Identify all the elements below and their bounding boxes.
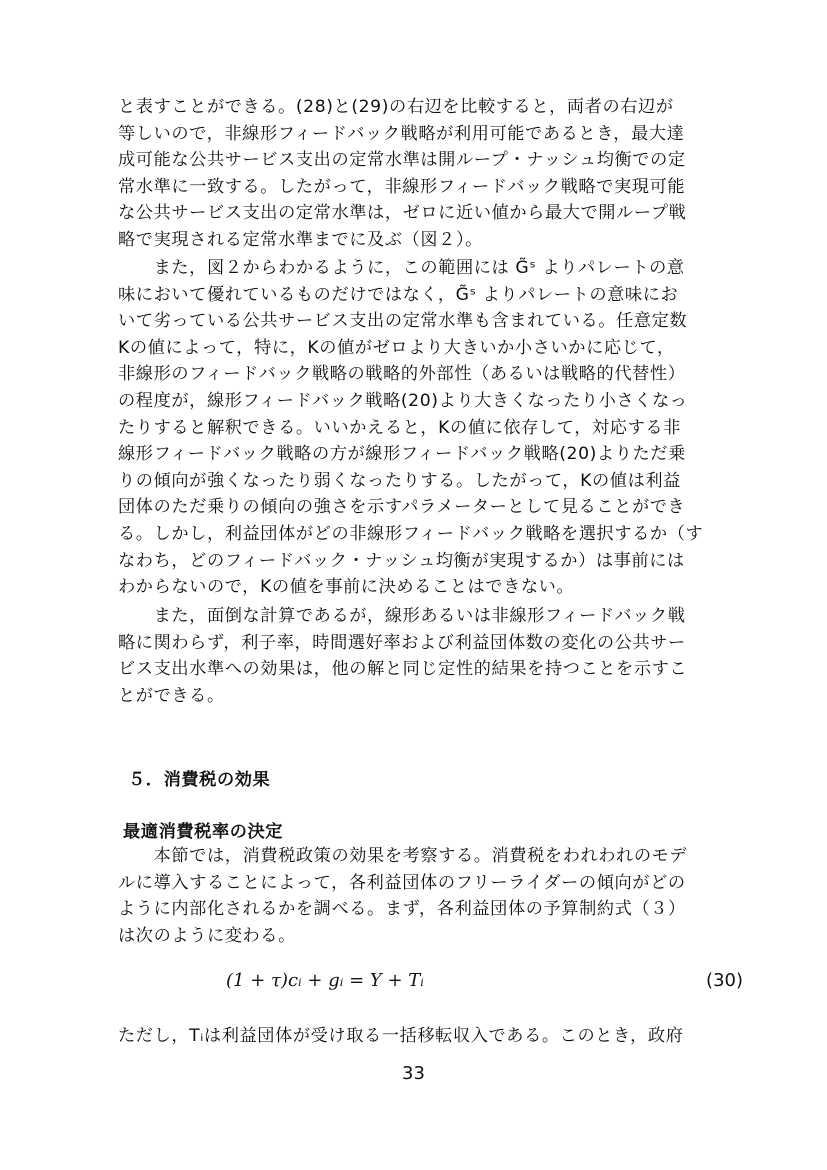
text-line: また，面倒な計算であるが，線形あるいは非線形フィードバック戦 xyxy=(118,606,686,626)
text-line: ルに導入することによって，各利益団体のフリーライダーの傾向がどの xyxy=(118,872,686,893)
text-line: 団体のただ乗りの傾向の強さを示すパラメーターとして見ることができ xyxy=(118,497,686,518)
text-line: わからないので，Kの値を事前に決めることはできない。 xyxy=(118,577,575,598)
text-line: な公共サービス支出の定常水準は，ゼロに近い値から最大で開ループ戦 xyxy=(118,203,687,224)
subsection-heading: 最適消費税率の決定 xyxy=(123,822,284,842)
text-line: とができる。 xyxy=(118,685,225,706)
text-line: の程度が，線形フィードバック戦略(20)より大きくなったり小さくなっ xyxy=(118,390,688,411)
text-line: 味において優れているものだけではなく，G̃ˢ よりパレートの意味にお xyxy=(118,284,679,305)
text-line: 略に関わらず，利子率，時間選好率および利益団体数の変化の公共サー xyxy=(118,632,686,653)
paragraph-1 xyxy=(118,94,750,254)
text-line: 線形フィードバック戦略の方が線形フィードバック戦略(20)よりただ乗 xyxy=(118,444,686,465)
text-line: ただし，Tᵢは利益団体が受け取る一括移転収入である。このとき，政府 xyxy=(118,1026,684,1046)
paragraph-after-equation xyxy=(118,1023,750,1050)
text-line: いて劣っている公共サービス支出の定常水準も含まれている。任意定数 xyxy=(118,311,688,332)
text-line: 略で実現される定常水準までに及ぶ（図２）。 xyxy=(118,229,483,250)
text-line: ビス支出水準への効果は，他の解と同じ定性的結果を持つことを示すこ xyxy=(118,659,688,680)
section-heading: ５．消費税の効果 xyxy=(128,770,271,790)
paragraph-3 xyxy=(118,603,750,709)
equation-number: (30) xyxy=(706,970,743,991)
text-line: りの傾向が強くなったり弱くなったりする。したがって，Kの値は利益 xyxy=(118,470,681,491)
text-line: 常水準に一致する。したがって，非線形フィードバック戦略で実現可能 xyxy=(118,176,686,197)
text-line: Kの値によって，特に，Kの値がゼロより大きいか小さいかに応じて， xyxy=(118,337,675,358)
text-line: と表すことができる。(28)と(29)の右辺を比較すると，両者の右辺が xyxy=(118,97,674,117)
text-line: 本節では，消費税政策の効果を考察する。消費税をわれわれのモデ xyxy=(118,846,688,866)
equation: (1 + τ)cᵢ + gᵢ = Y + Tᵢ xyxy=(226,970,424,991)
text-line: 成可能な公共サービス支出の定常水準は開ループ・ナッシュ均衡での定 xyxy=(118,150,686,171)
text-line: 等しいので，非線形フィードバック戦略が利用可能であるとき，最大達 xyxy=(118,123,685,144)
text-line: る。しかし，利益団体がどの非線形フィードバック戦略を選択するか（す xyxy=(118,523,704,544)
text-line: は次のように変わる。 xyxy=(118,925,296,946)
page-number: 33 xyxy=(402,1063,425,1084)
section-paragraph xyxy=(118,843,750,949)
text-line: なわち，どのフィードバック・ナッシュ均衡が実現するか）は事前には xyxy=(118,550,685,571)
paragraph-2 xyxy=(118,255,750,601)
text-line: ように内部化されるかを調べる。まず，各利益団体の予算制約式（３） xyxy=(118,899,686,920)
text-line: たりすると解釈できる。いいかえると，Kの値に依存して，対応する非 xyxy=(118,417,681,438)
text-line: 非線形のフィードバック戦略の戦略的外部性（あるいは戦略的代替性） xyxy=(118,364,686,385)
text-line: また，図２からわかるように，この範囲には G̃ˢ よりパレートの意 xyxy=(118,258,685,278)
